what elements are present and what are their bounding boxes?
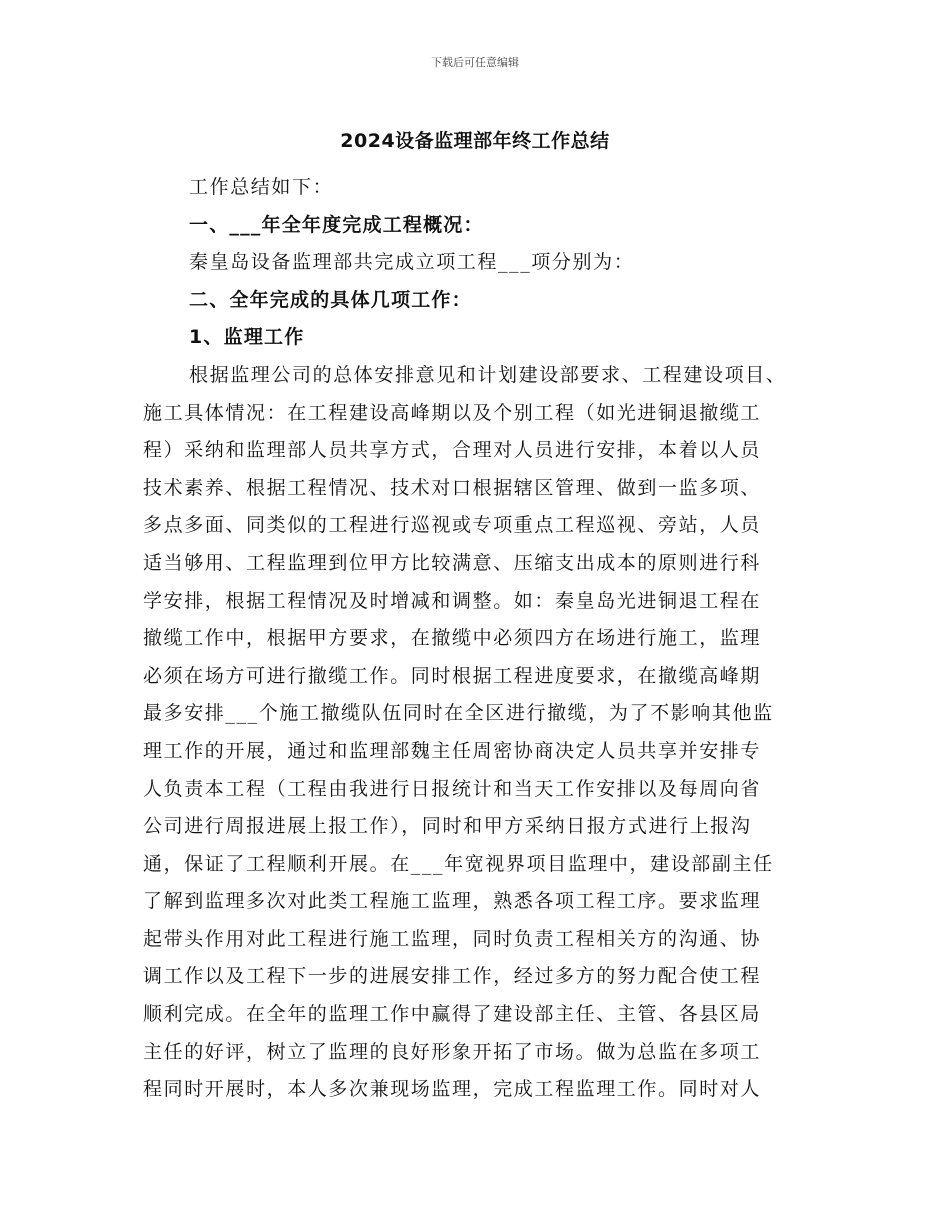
paragraph-line: 根据监理公司的总体安排意见和计划建设部要求、工程建设项目、 bbox=[189, 363, 787, 386]
intro-line: 工作总结如下： bbox=[189, 176, 334, 198]
paragraph-line: 程）采纳和监理部人员共享方式，合理对人员进行安排，本着以人员 bbox=[143, 439, 762, 462]
paragraph-line: 多点多面、同类似的工程进行巡视或专项重点工程巡视、旁站，人员 bbox=[143, 514, 762, 537]
paragraph-line: 必须在场方可进行撤缆工作。同时根据工程进度要求，在撤缆高峰期 bbox=[143, 664, 762, 687]
paragraph-line: 了解到监理多次对此类工程施工监理，熟悉各项工程工序。要求监理 bbox=[143, 890, 762, 913]
subsection-1-heading: 1、监理工作 bbox=[189, 326, 305, 349]
paragraph-line: 撤缆工作中，根据甲方要求，在撤缆中必须四方在场进行施工，监理 bbox=[143, 627, 762, 650]
document-body bbox=[143, 169, 823, 1109]
paragraph-line: 调工作以及工程下一步的进展安排工作，经过多方的努力配合使工程 bbox=[143, 965, 762, 988]
paragraph-line: 通，保证了工程顺利开展。在___年宽视界项目监理中，建设部副主任 bbox=[143, 852, 774, 875]
section-1-text: 秦皇岛设备监理部共完成立项工程___项分别为： bbox=[189, 251, 635, 274]
paragraph-line: 起带头作用对此工程进行施工监理，同时负责工程相关方的沟通、协 bbox=[143, 927, 762, 950]
section-2-heading: 二、全年完成的具体几项工作： bbox=[189, 288, 472, 311]
paragraph-line: 技术素养、根据工程情况、技术对口根据辖区管理、做到一监多项、 bbox=[143, 476, 762, 499]
paragraph-line: 学安排，根据工程情况及时增减和调整。如：秦皇岛光进铜退工程在 bbox=[143, 589, 762, 612]
paragraph-line: 施工具体情况：在工程建设高峰期以及个别工程（如光进铜退撤缆工 bbox=[143, 401, 762, 424]
document-title: 2024设备监理部年终工作总结 bbox=[340, 130, 610, 152]
paragraph-line: 程同时开展时，本人多次兼现场监理，完成工程监理工作。同时对人 bbox=[143, 1078, 762, 1101]
body-paragraph bbox=[143, 357, 823, 1109]
paragraph-line: 人负责本工程（工程由我进行日报统计和当天工作安排以及每周向省 bbox=[143, 777, 762, 800]
paragraph-line: 公司进行周报进展上报工作），同时和甲方采纳日报方式进行上报沟 bbox=[143, 815, 752, 838]
paragraph-line: 最多安排___个施工撤缆队伍同时在全区进行撤缆，为了不影响其他监 bbox=[143, 702, 774, 725]
paragraph-line: 理工作的开展，通过和监理部魏主任周密协商决定人员共享并安排专 bbox=[143, 739, 762, 762]
header-note: 下载后可任意编辑 bbox=[431, 56, 519, 69]
paragraph-line: 顺利完成。在全年的监理工作中赢得了建设部主任、主管、各县区局 bbox=[143, 1003, 762, 1026]
paragraph-line: 适当够用、工程监理到位甲方比较满意、压缩支出成本的原则进行科 bbox=[143, 551, 762, 574]
paragraph-line: 主任的好评，树立了监理的良好形象开拓了市场。做为总监在多项工 bbox=[143, 1040, 762, 1063]
section-1-heading: 一、___年全年度完成工程概况： bbox=[189, 213, 484, 236]
